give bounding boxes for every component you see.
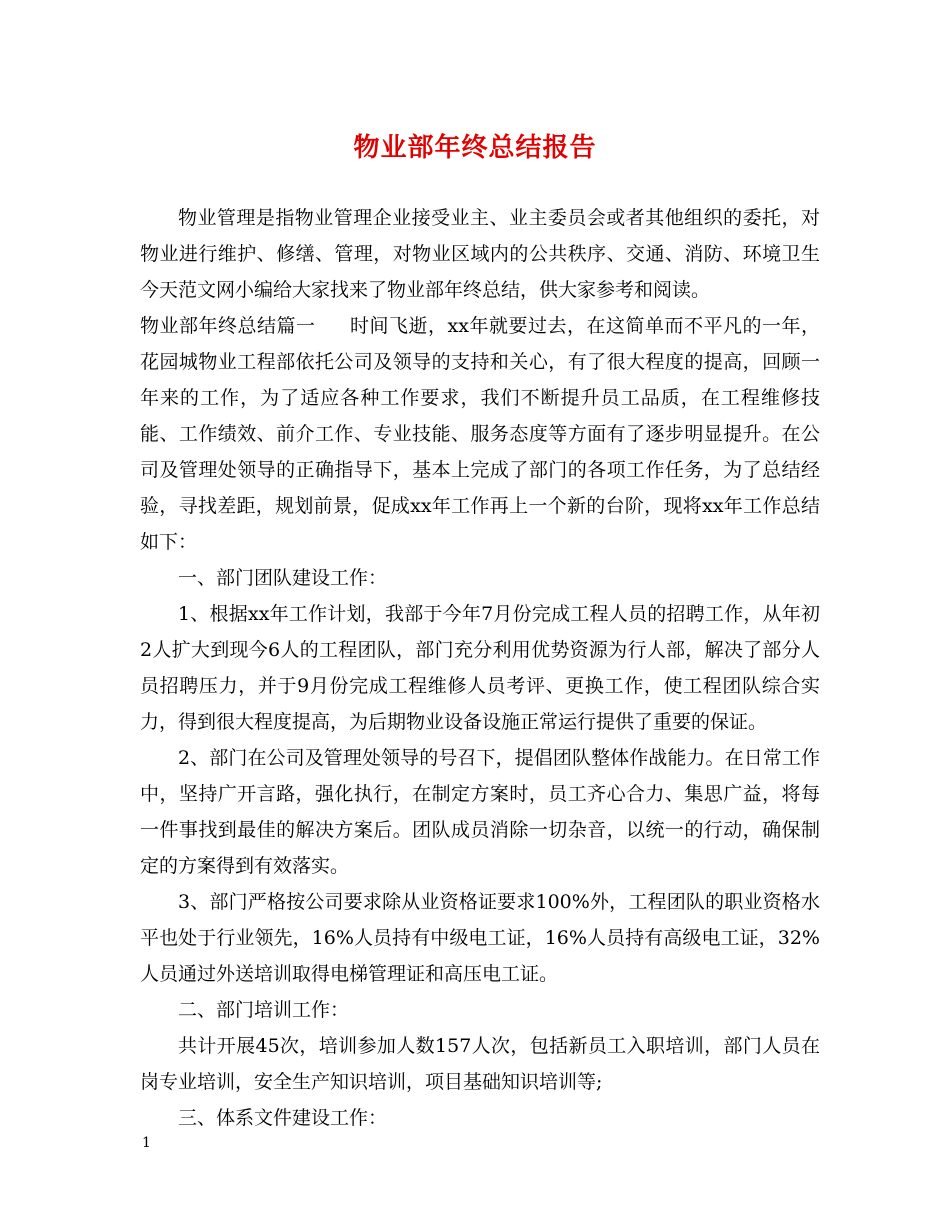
intro-paragraph: 物业管理是指物业管理企业接受业主、业主委员会或者其他组织的委托，对物业进行维护、修缮、管理，对物业区域内的公共秩序、交通、消防、环境卫生今天范文网小编给大家找来了物业部年终总结，供大家参考和阅读。: [140, 207, 820, 301]
document-body: [140, 200, 820, 1136]
page-number: 1: [142, 1135, 151, 1151]
heading-team-building: 一、部门团队建设工作：: [178, 567, 388, 589]
section-label: 物业部年终总结篇一: [140, 315, 316, 337]
heading-system-documents: 三、体系文件建设工作：: [178, 1107, 388, 1129]
section-paragraph: [140, 308, 820, 560]
paragraph-item-3: 3、部门严格按公司要求除从业资格证要求100%外，工程团队的职业资格水平也处于行业领先，16%人员持有中级电工证，16%人员持有高级电工证，32%人员通过外送培训取得电梯管理证和高压电工证。: [140, 891, 820, 985]
document-title: 物业部年终总结报告: [353, 133, 597, 163]
paragraph-item-1: 1、根据xx年工作计划，我部于今年7月份完成工程人员的招聘工作，从年初2人扩大到现今6人的工程团队，部门充分利用优势资源为行人部，解决了部分人员招聘压力，并于9月份完成工程维修人员考评、更换工作，使工程团队综合实力，得到很大程度提高，为后期物业设备设施正常运行提供了重要的保证。: [140, 603, 820, 733]
heading-training: 二、部门培训工作：: [178, 999, 350, 1021]
paragraph-item-2: 2、部门在公司及管理处领导的号召下，提倡团队整体作战能力。在日常工作中，坚持广开言路，强化执行，在制定方案时，员工齐心合力、集思广益，将每一件事找到最佳的解决方案后。团队成员消除一切杂音，以统一的行动，确保制定的方案得到有效落实。: [140, 747, 820, 877]
section-text: 时间飞逝，xx年就要过去，在这简单而不平凡的一年，花园城物业工程部依托公司及领导的支持和关心，有了很大程度的提高，回顾一年来的工作，为了适应各种工作要求，我们不断提升员工品质，在工程维修技能、工作绩效、前介工作、专业技能、服务态度等方面有了逐步明显提升。在公司及管理处领导的正确指导下，基本上完成了部门的各项工作任务，为了总结经验，寻找差距，规划前景，促成xx年工作再上一个新的台阶，现将xx年工作总结如下：: [140, 315, 820, 553]
paragraph-training: 共计开展45次，培训参加人数157人次，包括新员工入职培训，部门人员在岗专业培训，安全生产知识培训，项目基础知识培训等;: [140, 1035, 820, 1093]
